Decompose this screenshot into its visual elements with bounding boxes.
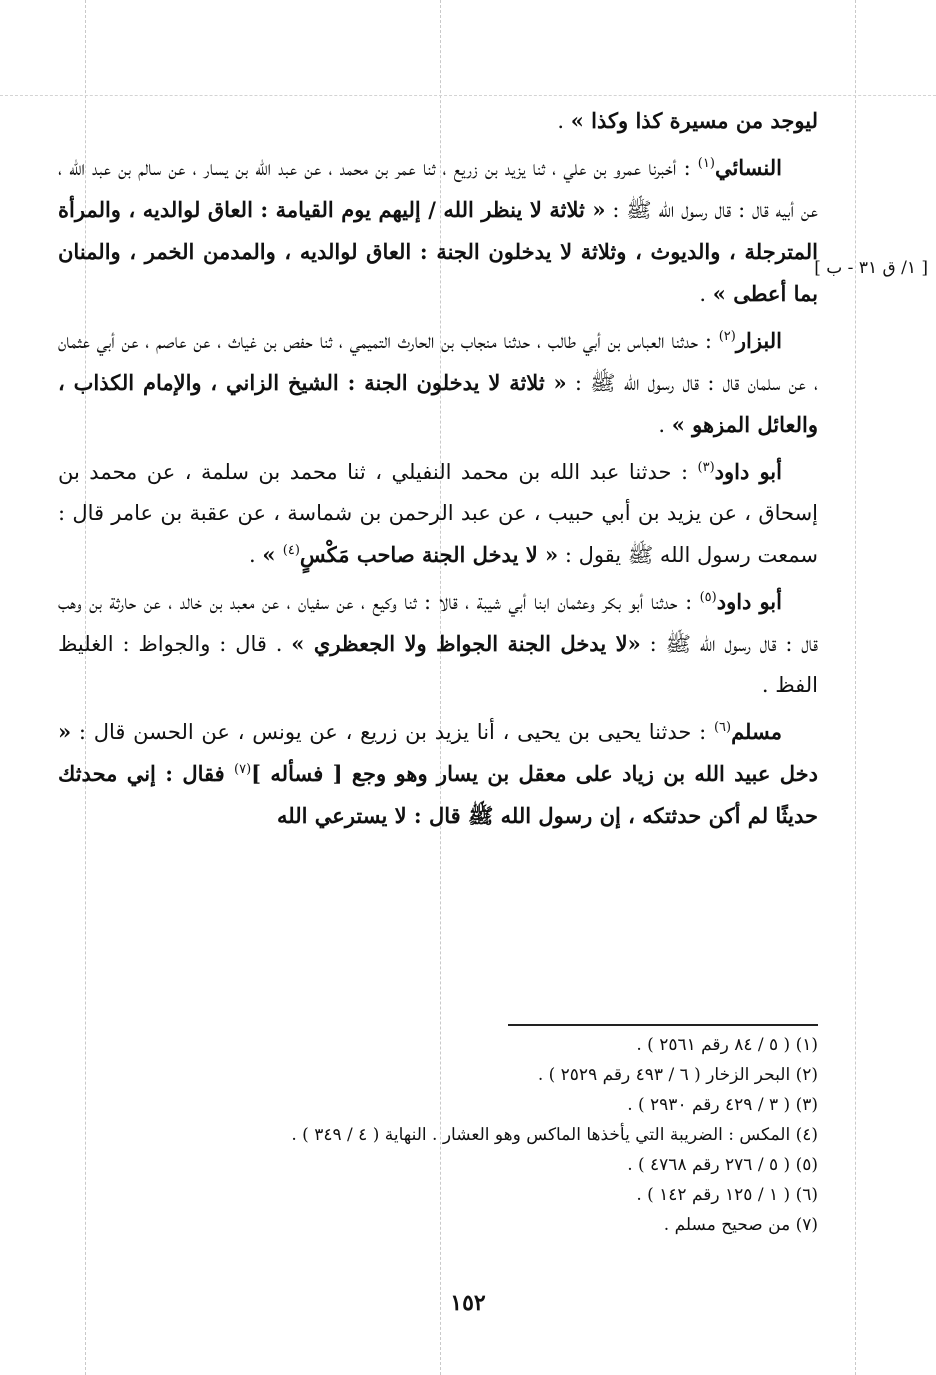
paragraph-abu-dawud-2 <box>58 581 818 706</box>
paragraph-tail: . <box>699 282 713 306</box>
paragraph-muslim <box>58 711 818 837</box>
scan-guide-line <box>0 95 936 96</box>
hadith-text: «لا يدخل الجنة الجواظ ولا الجعظري » <box>291 631 641 656</box>
paragraph-tail: . قال : والجواظ : الغليظ الفظ . <box>58 632 818 697</box>
paragraph-abu-dawud-1 <box>58 451 818 576</box>
source-name: البزار <box>735 328 782 353</box>
footnote: (٢) البحر الزخار ( ٦ / ٤٩٣ رقم ٢٥٢٩ ) . <box>537 1065 818 1085</box>
footnote: (٦) ( ١ / ١٢٥ رقم ١٤٢ ) . <box>636 1185 818 1205</box>
footnote-separator <box>508 1024 818 1026</box>
hadith-text: ليوجد من مسيرة كذا وكذا » <box>570 108 818 133</box>
hadith-text: « دخل عبيد الله بن زياد على معقل بن يسار وهو وجع [ فسأله ] <box>58 719 818 786</box>
manuscript-folio-note: [ ١/ ق ٣١ - ب ] <box>814 258 928 278</box>
paragraph-continuation <box>58 100 818 142</box>
isnad-text: : حدثنا يحيى بن يحيى ، أنا يزيد بن زريع ، عن يونس ، عن الحسن قال : <box>71 720 714 744</box>
main-text <box>58 100 818 837</box>
footnote-ref[interactable]: (٤) <box>282 543 300 558</box>
footnote: (٥) ( ٥ / ٢٧٦ رقم ٤٧٦٨ ) . <box>627 1155 818 1175</box>
hadith-text: « ثلاثة لا يدخلون الجنة : الشيخ الزاني ، والإمام الكذاب ، والعائل المزهو » <box>58 370 818 437</box>
paragraph-tail: . <box>658 413 672 437</box>
scan-guide-line <box>855 0 856 1375</box>
paragraph-tail: . <box>248 543 263 567</box>
footnote: (٧) من صحيح مسلم . <box>663 1215 818 1235</box>
isnad-text: : حدثنا أبو بكر وعثمان ابنا أبي شيبة ، قالا : ثنا وكيع ، عن سفيان ، عن معبد بن خالد ، عن حارثة بن وهب قال : قال رسول الله ﷺ : <box>58 590 818 656</box>
paragraph-nasai <box>58 147 818 315</box>
footnote: (١) ( ٥ / ٨٤ رقم ٢٥٦١ ) . <box>636 1035 818 1055</box>
hadith-text-end: فقال : إني محدثك حديثًا لم أكن حدثتكه ، إن رسول الله ﷺ قال : لا يسترعي الله <box>58 761 818 828</box>
source-name: مسلم <box>731 719 782 744</box>
isnad-text: : حدثنا العباس بن أبي طالب ، حدثنا منجاب بن الحارث التميمي ، ثنا حفص بن غياث ، عن عاصم ، عن أبي عثمان ، عن سلمان قال : قال رسول الله ﷺ : <box>58 329 819 395</box>
paragraph-tail: . <box>557 109 571 133</box>
footnote-ref[interactable]: (٧) <box>234 762 252 777</box>
source-name: أبو داود <box>714 459 782 484</box>
isnad-text: : أخبرنا عمرو بن علي ، ثنا يزيد بن زريع ، ثنا عمر بن محمد ، عن عبد الله بن يسار ، عن سالم بن عبد الله ، عن أبيه قال : قال رسول الله ﷺ : <box>58 156 818 222</box>
hadith-text: « لا يدخل الجنة صاحب مَكْسٍ <box>299 542 559 567</box>
paragraph-bazzar <box>58 320 818 446</box>
source-name: أبو داود <box>716 589 782 614</box>
footnote-ref[interactable]: (٦) <box>713 720 732 735</box>
hadith-text-end: » <box>262 542 283 567</box>
footnotes <box>118 1030 818 1240</box>
hadith-text: « ثلاثة لا ينظر الله / إليهم يوم القيامة : العاق لوالديه ، والمرأة المترجلة ، والديوث ، وثلاثة لا يدخلون الجنة : العاق لوالديه ، والمدمن الخمر ، والمنان بما أعطى » <box>58 197 818 306</box>
page-number: ١٥٢ <box>450 1290 486 1316</box>
footnote-ref[interactable]: (٣) <box>697 460 715 475</box>
footnote: (٣) ( ٣ / ٤٢٩ رقم ٢٩٣٠ ) . <box>627 1095 818 1115</box>
isnad-text: : حدثنا عبد الله بن محمد النفيلي ، ثنا محمد بن سلمة ، عن محمد بن إسحاق ، عن يزيد بن أبي حبيب ، عن عبد الرحمن بن شماسة ، عن عقبة بن عامر قال : سمعت رسول الله ﷺ يقول : <box>58 460 818 567</box>
footnote-ref[interactable]: (٢) <box>718 329 736 344</box>
source-name: النسائي <box>714 155 782 180</box>
footnote-ref[interactable]: (٥) <box>699 590 717 605</box>
footnote: (٤) المكس : الضريبة التي يأخذها الماكس وهو العشار . النهاية ( ٤ / ٣٤٩ ) . <box>291 1125 818 1145</box>
footnote-ref[interactable]: (١) <box>697 156 715 171</box>
